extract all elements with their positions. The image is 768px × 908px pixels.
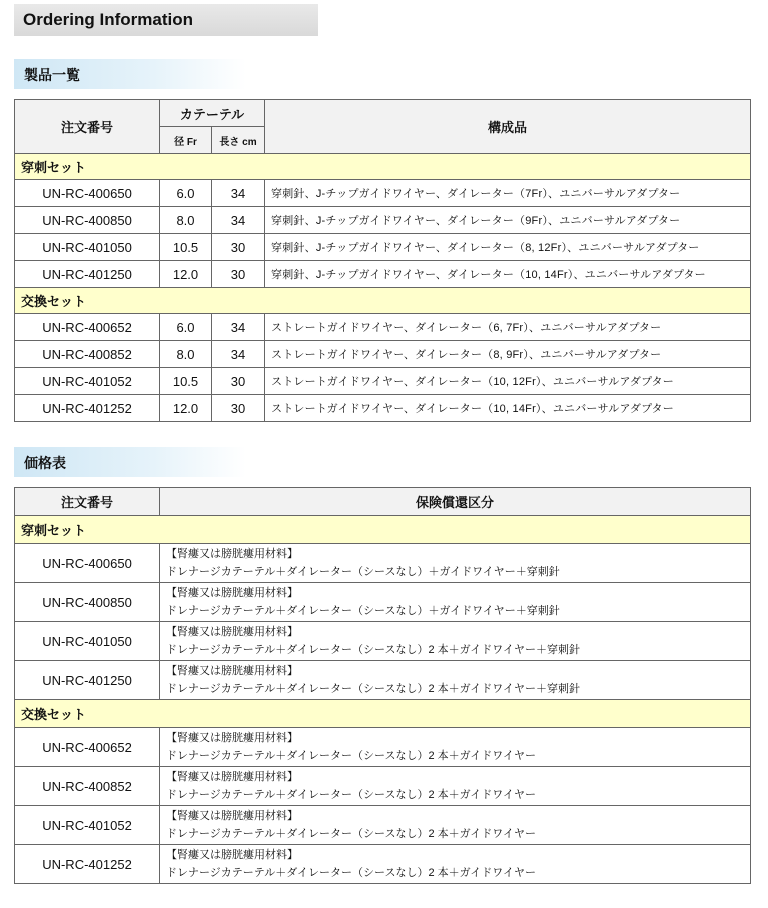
order-no-cell: UN-RC-400850 [15,207,160,234]
section-heading-product-list [14,59,246,89]
order-no-cell: UN-RC-401050 [15,622,160,661]
table-row [15,583,751,622]
insurance-detail: ドレナージカテーテル＋ダイレーター（シースなし）2 本＋ガイドワイヤー＋穿刺針 [166,683,580,695]
page-title: Ordering Information [23,10,193,29]
header-diameter: 径 Fr [160,127,212,154]
section-title: 製品一覧 [24,68,80,84]
order-no-cell: UN-RC-401050 [15,234,160,261]
category-row [15,516,751,544]
diameter-cell: 10.5 [160,368,212,395]
category-label: 交換セット [15,288,751,314]
table-row [15,806,751,845]
header-length: 長さ cm [212,127,265,154]
header-order-no: 注文番号 [15,100,160,154]
order-no-cell: UN-RC-401250 [15,661,160,700]
order-no-cell: UN-RC-401250 [15,261,160,288]
insurance-category: 【腎瘻又は膀胱瘻用材料】 [166,810,298,822]
insurance-category: 【腎瘻又は膀胱瘻用材料】 [166,548,298,560]
insurance-detail: ドレナージカテーテル＋ダイレーター（シースなし）＋ガイドワイヤー＋穿刺針 [166,566,560,578]
table-row [15,622,751,661]
insurance-category: 【腎瘻又は膀胱瘻用材料】 [166,665,298,677]
components-cell: 穿刺針、J-チップガイドワイヤー、ダイレーター（7Fr）、ユニバーサルアダプター [265,180,751,207]
header-components: 構成品 [265,100,751,154]
order-no-cell: UN-RC-401252 [15,845,160,884]
length-cell: 34 [212,207,265,234]
length-cell: 34 [212,341,265,368]
insurance-cell [160,661,751,700]
header-insurance: 保険償還区分 [160,488,751,516]
components-cell: ストレートガイドワイヤー、ダイレーター（10, 14Fr）、ユニバーサルアダプター [265,395,751,422]
insurance-detail: ドレナージカテーテル＋ダイレーター（シースなし）2 本＋ガイドワイヤー [166,789,536,801]
category-label: 穿刺セット [15,516,751,544]
order-no-cell: UN-RC-400852 [15,767,160,806]
length-cell: 34 [212,314,265,341]
product-list-body [15,154,751,422]
order-no-cell: UN-RC-400650 [15,180,160,207]
insurance-detail: ドレナージカテーテル＋ダイレーター（シースなし）2 本＋ガイドワイヤー [166,750,536,762]
insurance-cell [160,583,751,622]
insurance-cell [160,767,751,806]
length-cell: 34 [212,180,265,207]
table-row [15,341,751,368]
product-list-table [14,99,751,422]
table-row [15,728,751,767]
insurance-cell [160,544,751,583]
order-no-cell: UN-RC-400652 [15,728,160,767]
category-row [15,288,751,314]
table-row [15,845,751,884]
insurance-detail: ドレナージカテーテル＋ダイレーター（シースなし）2 本＋ガイドワイヤー [166,867,536,879]
category-label: 穿刺セット [15,154,751,180]
order-no-cell: UN-RC-400652 [15,314,160,341]
table-row [15,767,751,806]
category-row [15,154,751,180]
insurance-category: 【腎瘻又は膀胱瘻用材料】 [166,732,298,744]
components-cell: ストレートガイドワイヤー、ダイレーター（10, 12Fr）、ユニバーサルアダプター [265,368,751,395]
header-catheter: カテーテル [160,100,265,127]
order-no-cell: UN-RC-400650 [15,544,160,583]
section-title: 価格表 [24,456,66,472]
table-row [15,314,751,341]
category-row [15,700,751,728]
length-cell: 30 [212,234,265,261]
order-no-cell: UN-RC-400852 [15,341,160,368]
insurance-category: 【腎瘻又は膀胱瘻用材料】 [166,626,298,638]
components-cell: ストレートガイドワイヤー、ダイレーター（6, 7Fr）、ユニバーサルアダプター [265,314,751,341]
table-row [15,234,751,261]
components-cell: 穿刺針、J-チップガイドワイヤー、ダイレーター（8, 12Fr）、ユニバーサルアダプター [265,234,751,261]
section-heading-price-table [14,447,246,477]
insurance-detail: ドレナージカテーテル＋ダイレーター（シースなし）2 本＋ガイドワイヤー＋穿刺針 [166,644,580,656]
diameter-cell: 8.0 [160,207,212,234]
order-no-cell: UN-RC-401052 [15,368,160,395]
insurance-category: 【腎瘻又は膀胱瘻用材料】 [166,587,298,599]
order-no-cell: UN-RC-401052 [15,806,160,845]
diameter-cell: 12.0 [160,395,212,422]
insurance-category: 【腎瘻又は膀胱瘻用材料】 [166,849,298,861]
length-cell: 30 [212,368,265,395]
insurance-detail: ドレナージカテーテル＋ダイレーター（シースなし）＋ガイドワイヤー＋穿刺針 [166,605,560,617]
table-row [15,395,751,422]
diameter-cell: 10.5 [160,234,212,261]
length-cell: 30 [212,395,265,422]
components-cell: ストレートガイドワイヤー、ダイレーター（8, 9Fr）、ユニバーサルアダプター [265,341,751,368]
order-no-cell: UN-RC-400850 [15,583,160,622]
insurance-cell [160,728,751,767]
table-row [15,368,751,395]
insurance-cell [160,806,751,845]
insurance-category: 【腎瘻又は膀胱瘻用材料】 [166,771,298,783]
insurance-cell [160,622,751,661]
category-label: 交換セット [15,700,751,728]
components-cell: 穿刺針、J-チップガイドワイヤー、ダイレーター（9Fr）、ユニバーサルアダプター [265,207,751,234]
table-row [15,261,751,288]
table-row [15,207,751,234]
length-cell: 30 [212,261,265,288]
diameter-cell: 6.0 [160,314,212,341]
diameter-cell: 6.0 [160,180,212,207]
diameter-cell: 8.0 [160,341,212,368]
diameter-cell: 12.0 [160,261,212,288]
insurance-detail: ドレナージカテーテル＋ダイレーター（シースなし）2 本＋ガイドワイヤー [166,828,536,840]
header-order-no: 注文番号 [15,488,160,516]
components-cell: 穿刺針、J-チップガイドワイヤー、ダイレーター（10, 14Fr）、ユニバーサルアダプター [265,261,751,288]
price-table [14,487,751,884]
table-row [15,180,751,207]
table-row [15,544,751,583]
order-no-cell: UN-RC-401252 [15,395,160,422]
price-table-body [15,516,751,884]
insurance-cell [160,845,751,884]
header-bar [14,4,318,36]
table-row [15,661,751,700]
